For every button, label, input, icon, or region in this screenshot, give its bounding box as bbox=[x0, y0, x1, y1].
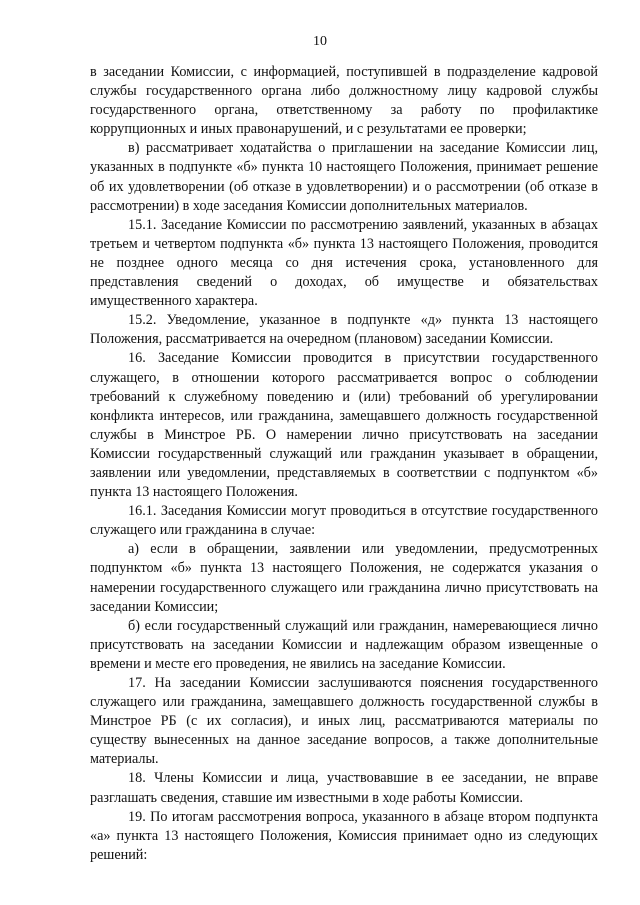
paragraph: в) рассматривает ходатайства о приглашении на заседание Комиссии лиц, указанных в подпункте «б» пункта 10 настоящего Положения, принимает решение об их удовлетворении (об отказе в удовлетворении) и о рассмотрении (об отказе в рассмотрении) в ходе заседания Комиссии дополнительных материалов. bbox=[90, 140, 598, 214]
paragraph: в заседании Комиссии, с информацией, поступившей в подразделение кадровой службы государственного органа либо должностному лицу кадровой службы государственного органа, ответственному за работу по профилактике коррупционных и иных правонарушений, и с результатами ее проверки; bbox=[90, 64, 598, 138]
paragraph: 15.2. Уведомление, указанное в подпункте «д» пункта 13 настоящего Положения, рассматривается на очередном (плановом) заседании Комиссии. bbox=[90, 312, 598, 348]
paragraph: а) если в обращении, заявлении или уведомлении, предусмотренных подпунктом «б» пункта 13 настоящего Положения, не содержатся указания о намерении государственного служащего или гражданина лично присутствовать на заседании Комиссии; bbox=[90, 541, 598, 615]
paragraph: б) если государственный служащий или гражданин, намеревающиеся лично присутствовать на заседании Комиссии и надлежащим образом извещенные о времени и месте его проведения, не явились на заседание Комиссии. bbox=[90, 617, 598, 672]
paragraph: 19. По итогам рассмотрения вопроса, указанного в абзаце втором подпункта «а» пункта 13 настоящего Положения, Комиссия принимает одно из следующих решений: bbox=[90, 808, 598, 863]
paragraph: 18. Члены Комиссии и лица, участвовавшие в ее заседании, не вправе разглашать сведения, ставшие им известными в ходе работы Комиссии. bbox=[90, 770, 598, 806]
page-number: 10 bbox=[313, 34, 327, 49]
paragraph: 16. Заседание Комиссии проводится в присутствии государственного служащего, в отношении которого рассматривается вопрос о соблюдении требований к служебному поведению и (или) требований об урегулировании конфликта интересов, или гражданина, замещавшего должность государственной службы в Минстрое РБ. О намерении лично присутствовать на заседании Комиссии государственный служащий или гражданин указывает в обращении, заявлении или уведомлении, представляемых в соответствии с подпунктом «б» пункта 13 настоящего Положения. bbox=[90, 350, 598, 501]
paragraph: 16.1. Заседания Комиссии могут проводиться в отсутствие государственного служащего или гражданина в случае: bbox=[90, 503, 598, 539]
paragraph: 15.1. Заседание Комиссии по рассмотрению заявлений, указанных в абзацах третьем и четвертом подпункта «б» пункта 13 настоящего Положения, проводится не позднее одного месяца со дня истечения срока, установленного для представления сведений о доходах, об имуществе и обязательствах имущественного характера. bbox=[90, 216, 598, 310]
paragraph: 17. На заседании Комиссии заслушиваются пояснения государственного служащего или гражданина, замещавшего должность государственной службы в Минстрое РБ (с их согласия), и иных лиц, рассматриваются материалы по существу вынесенных на данное заседание вопросов, а также дополнительные материалы. bbox=[90, 675, 598, 768]
document-body bbox=[90, 63, 598, 865]
